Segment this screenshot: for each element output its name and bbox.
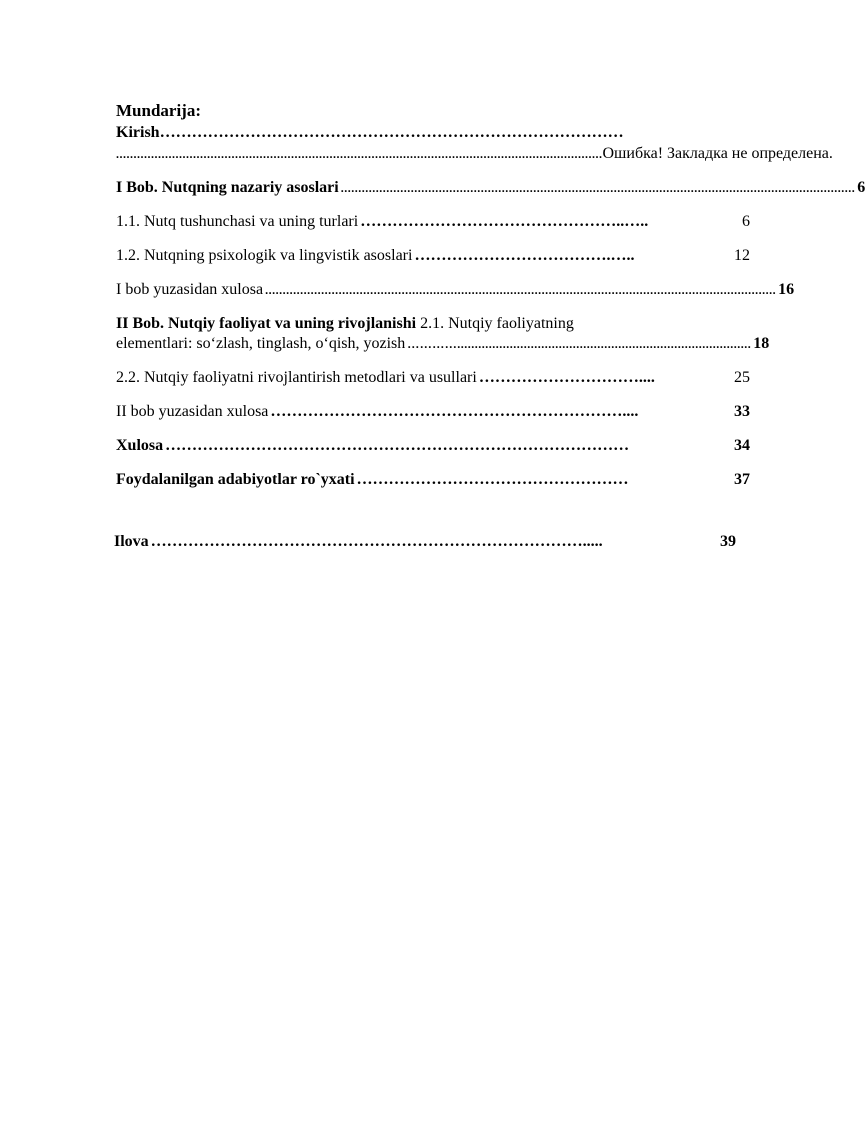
toc-entry-1-1[interactable] [116, 212, 750, 232]
toc-page-number: 6 [857, 179, 865, 196]
toc-entry-line [116, 334, 770, 354]
toc-page-number: 33 [734, 403, 750, 420]
toc-leader: …………………………………………..….. [360, 213, 649, 230]
toc-leader: ………………………………………………………………………..... [150, 533, 603, 550]
toc-leader: …………………………………………… [356, 471, 629, 488]
toc-entry-1-2[interactable] [116, 246, 750, 266]
toc-page-number: 37 [734, 471, 750, 488]
toc-heading: Mundarija: [116, 101, 201, 120]
toc-entry-ilova[interactable] [114, 532, 736, 552]
toc-page-number: 25 [734, 369, 750, 386]
toc-entry-title: Ilova [114, 533, 149, 550]
toc-page-number: 6 [742, 213, 750, 230]
toc-entry-title: I bob yuzasidan xulosa [116, 281, 264, 298]
toc-entry-title: Xulosa [116, 437, 164, 454]
toc-entry-chapter-2[interactable] [116, 314, 770, 354]
toc-leader: ……………………………….….. [414, 247, 635, 264]
toc-page-number: 18 [753, 335, 770, 352]
toc-entry-title-continued: 2.1. Nutqiy faoliyatning [416, 315, 574, 332]
toc-leader: .................................................................................................................................................. [265, 283, 777, 297]
toc-leader: …………………………………………………………………………… [165, 437, 630, 454]
toc-entry-title: II bob yuzasidan xulosa [116, 403, 269, 420]
toc-entry-title: II Bob. Nutqiy faoliyat va uning rivojlanishi [116, 315, 417, 332]
toc-entry-title: elementlari: so‘zlash, tinglash, o‘qish, yozish [116, 335, 406, 352]
toc-entry-title: 2.2. Nutqiy faoliyatni rivojlantirish metodlari va usullari [116, 369, 477, 386]
toc-entry-title: Kirish [116, 124, 160, 141]
toc-entry-bibliography[interactable] [116, 470, 750, 490]
table-of-contents [114, 100, 865, 566]
toc-entry-kirish[interactable] [116, 122, 750, 144]
toc-page-number: 16 [778, 281, 795, 298]
toc-leader: ………………………….... [478, 369, 655, 386]
toc-entry-title: 1.2. Nutqning psixologik va lingvistik asoslari [116, 247, 413, 264]
toc-entry-line [116, 314, 750, 334]
toc-entry-chapter-1-summary[interactable] [116, 280, 795, 300]
toc-leader: ........................................................................................................................................... [116, 147, 603, 161]
toc-leader: …………………………………………………………………………… [159, 124, 624, 141]
toc-entry-title: 1.1. Nutq tushunchasi va uning turlari [116, 213, 359, 230]
bookmark-error-text: Ошибка! Закладка не определена. [602, 145, 833, 162]
toc-entry-chapter-1[interactable] [116, 178, 865, 198]
toc-entry-title: Foydalanilgan adabiyotlar ro`yxati [116, 471, 355, 488]
toc-page-number: 34 [734, 437, 750, 454]
toc-page-number: 12 [734, 247, 750, 264]
toc-entry-2-2[interactable] [116, 368, 750, 388]
toc-entry-xulosa[interactable] [116, 436, 750, 456]
toc-leader: ………………………………………………………….... [270, 403, 639, 420]
spacer [116, 504, 750, 532]
toc-entry-chapter-2-summary[interactable] [116, 402, 750, 422]
toc-entry-title: I Bob. Nutqning nazariy asoslari [116, 179, 339, 196]
toc-leader: ................................................................................................................................................... [340, 181, 856, 195]
bookmark-error-line [116, 144, 833, 164]
toc-page-number: 39 [720, 533, 736, 550]
toc-leader: ………….................................................................................... [407, 337, 752, 351]
